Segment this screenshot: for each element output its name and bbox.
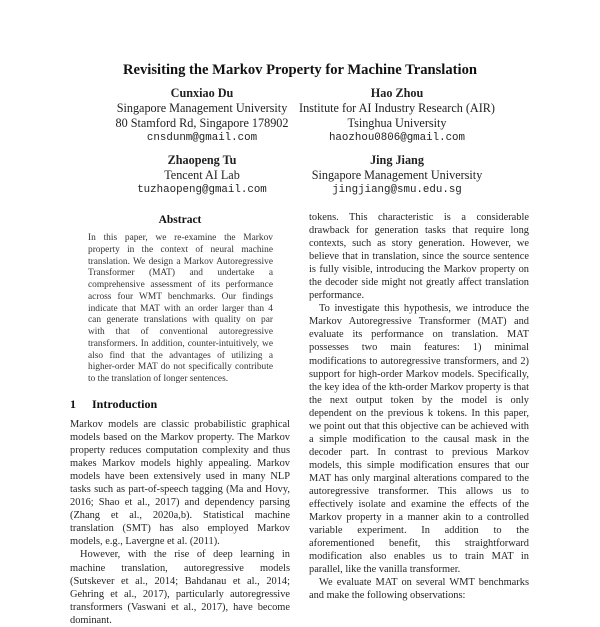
author-address: Tsinghua University (347, 116, 447, 130)
author-name: Zhaopeng Tu (167, 153, 237, 167)
left-column-body (70, 418, 290, 626)
body-paragraph: However, with the rise of deep learning in machine translation, autoregressive models (Sutskever et al., 2014; Bahdanau et al., 2014; Gehring et al., 2017), particularly autoregressive transformers (Vaswani et al., 2017), have become dominant. (70, 549, 290, 626)
abstract-heading: Abstract (158, 214, 202, 226)
body-paragraph: To investigate this hypothesis, we introduce the Markov Autoregressive Transformer (MAT) and evaluate its performance on translation. MAT possesses two main features: 1) minimal modifications to autoregressive transformers, and 2) support for high-order Markov models. Specifically, the key idea of the kth-order Markov property is that the next output token by the model is only dependent on the previous k tokens. In this paper, we point out that this objective can be achieved with a simple modification to the causal mask in the decoder part. In contrast to previous Markov models, this simple modification ensures that our MAT has only marginal alterations compared to the autoregressive transformer. This allows us to effectively isolate and examine the effects of the Markov property in a manner akin to a controlled variable experiment. In addition to the aforementioned benefit, this straightforward modification also enables us to train MAT in parallel, like the vanilla transformer. (309, 303, 529, 576)
body-paragraph: tokens. This characteristic is a considerable drawback for generation tasks that require long contexts, such as story generation. However, we believe that in translation, since the source sentence is fully visible, introducing the Markov property on the decoder side might not greatly affect translation performance. (309, 212, 529, 302)
abstract-text: In this paper, we re-examine the Markov property in the context of neural machine translation. We design a Markov Autoregressive Transformer (MAT) and undertake a comprehensive assessment of its performance across four WMT benchmarks. Our findings indicate that MAT with an order larger than 4 can generate translations with quality on par with that of conventional autoregressive transformers. In addition, counter-intuitively, we also find that the advantages of utilizing a higher-order MAT do not specifically contribute to the translation of longer sentences. (88, 233, 273, 384)
author-block-2 (292, 86, 502, 146)
author-affiliation: Singapore Management University (116, 101, 288, 115)
section-title: Introduction (92, 397, 158, 411)
author-block-3 (100, 153, 304, 198)
author-email: tuzhaopeng@gmail.com (137, 184, 267, 196)
author-email: jingjiang@smu.edu.sg (332, 184, 462, 196)
author-block-4 (292, 153, 502, 198)
author-email: cnsdunm@gmail.com (146, 132, 258, 144)
author-block-1 (100, 86, 304, 146)
author-name: Cunxiao Du (170, 86, 234, 100)
paper-title: Revisiting the Markov Property for Machine Translation (122, 62, 477, 78)
body-paragraph: We evaluate MAT on several WMT benchmarks and make the following observations: (309, 577, 529, 602)
author-affiliation: Tencent AI Lab (164, 168, 240, 182)
author-name: Hao Zhou (370, 86, 424, 100)
right-column-body (309, 211, 529, 600)
author-affiliation: Institute for AI Industry Research (AIR) (299, 101, 495, 115)
author-name: Jing Jiang (370, 153, 424, 167)
author-affiliation: Singapore Management University (311, 168, 483, 182)
section-heading (70, 397, 290, 412)
author-address: 80 Stamford Rd, Singapore 178902 (115, 116, 289, 130)
section-number: 1 (70, 397, 76, 411)
body-paragraph: Markov models are classic probabilistic graphical models based on the Markov property. The Markov property reduces computation complexity and thus makes Markov models highly appealing. Markov models have been extensively used in many NLP tasks such as part-of-speech tagging (Ma and Hovy, 2016; Shao et al., 2017) and dependency parsing (Zhang et al., 2020a,b). Statistical machine translation (SMT) has also employed Markov models, e.g., Lavergne et al. (2011). (70, 419, 290, 548)
author-email: haozhou0806@gmail.com (328, 132, 466, 144)
